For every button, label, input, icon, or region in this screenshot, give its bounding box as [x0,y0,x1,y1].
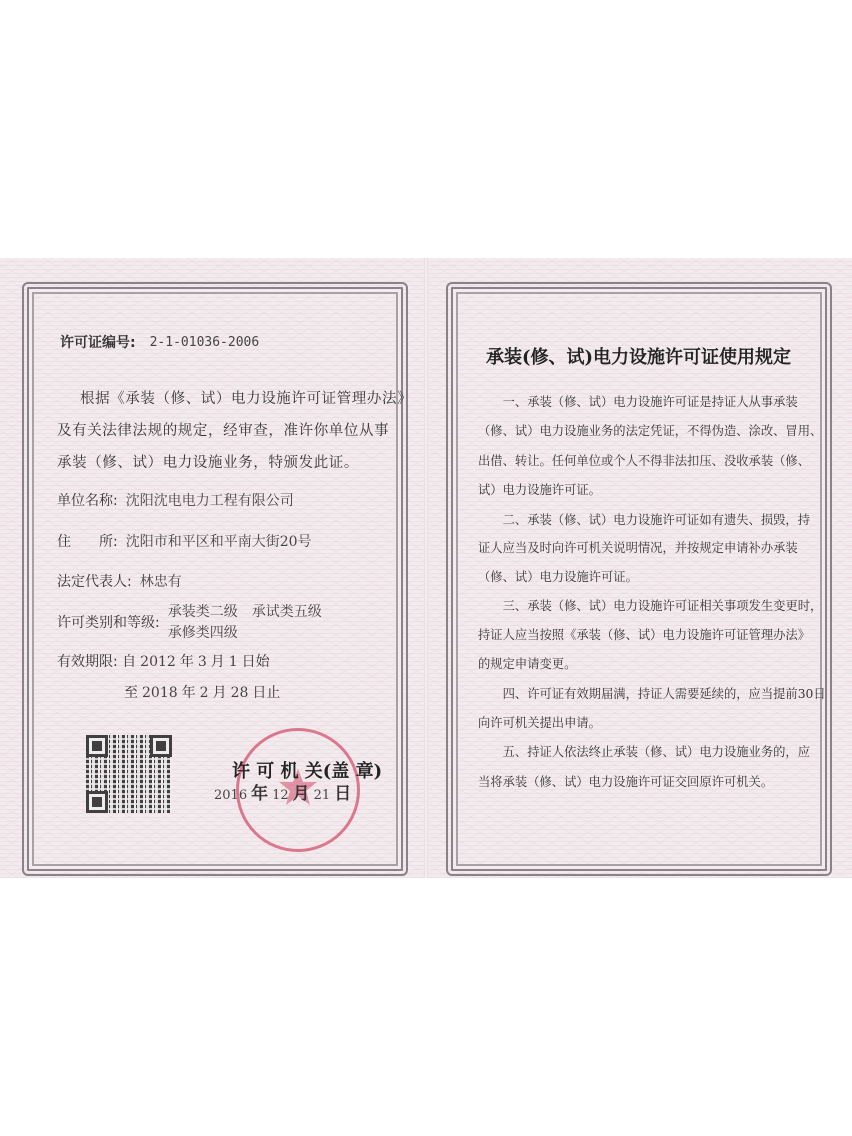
page-fold [424,258,428,878]
rules-line: 三、承装（修、试）电力设施许可证相关事项发生变更时， [478,599,823,613]
rules-line: 试）电力设施许可证。 [478,483,601,497]
rules-line: （修、试）电力设施许可证。 [478,570,638,584]
rules-line: 当将承装（修、试）电力设施许可证交回原许可机关。 [478,775,774,789]
intro-line: 承装（修、试）电力设施业务，特颁发此证。 [57,455,359,471]
issue-day: 21 [313,788,331,803]
company-row [57,492,294,510]
day-unit: 日始 [241,654,270,670]
rep-row [57,573,182,591]
license-no: 2-1-01036-2006 [149,335,260,350]
category: 承修类四级 [167,625,238,641]
category: 承装类二级 [167,604,238,620]
category-row [57,603,322,642]
issue-date-row [214,785,351,805]
year-unit: 年 [251,784,269,804]
from-month: 3 [197,654,207,670]
license-no-row [60,334,259,352]
month-unit: 月 [210,654,225,670]
issue-month: 12 [272,788,289,803]
from-day: 1 [228,654,238,670]
issuing-authority: 许 可 机 关(盖 章) [232,761,383,782]
address-label: 住 所: [57,534,118,550]
category: 承试类五级 [251,604,322,620]
to-label: 至 [124,685,138,701]
qr-code [86,735,172,813]
intro-line: 根据《承装（修、试）电力设施许可证管理办法》 [80,391,413,407]
issue-year: 2016 [214,788,248,803]
address-row [57,533,312,551]
company-label: 单位名称: [57,493,118,509]
rules-line: 五、持证人依法终止承装（修、试）电力设施业务的，应 [478,745,811,759]
address: 沈阳市和平区和平南大街20号 [125,534,312,550]
year-unit: 年 [179,654,194,670]
rules-line: 四、许可证有效期届满，持证人需要延续的，应当提前30日 [478,687,826,701]
rules-line: 出借、转让。任何单位或个人不得非法扣压、没收承装（修、 [478,454,811,468]
intro-line: 及有关法律法规的规定，经审查，准许你单位从事 [57,423,390,439]
category-label: 许可类别和等级: [57,614,160,631]
day-unit: 日止 [252,685,281,701]
rules-line: 一、承装（修、试）电力设施许可证是持证人从事承装 [478,395,798,409]
validity-label: 有效期限: 自 [57,654,137,670]
rep-label: 法定代表人: [57,574,132,590]
month-unit: 月 [292,784,310,804]
rules-line: 持证人应当按照《承装（修、试）电力设施许可证管理办法》 [478,628,811,642]
rules-line: 的规定申请变更。 [478,657,577,671]
month-unit: 月 [212,685,227,701]
validity-from-row [57,653,270,671]
rules-line: 向许可机关提出申请。 [478,716,601,730]
rules-line: 二、承装（修、试）电力设施许可证如有遗失、损毁，持 [478,513,811,527]
rules-title: 承装(修、试)电力设施许可证使用规定 [486,347,792,368]
to-day: 28 [230,685,249,701]
license-no-label: 许可证编号: [60,335,136,351]
to-year: 2018 [142,685,178,701]
validity-to-row [124,684,280,702]
category-list [168,603,322,642]
year-unit: 年 [181,685,196,701]
from-year: 2012 [140,654,176,670]
day-unit: 日 [334,784,352,804]
rules-line: （修、试）电力设施业务的法定凭证，不得伪造、涂改、冒用、 [478,424,823,438]
to-month: 2 [199,685,209,701]
legal-representative: 林忠有 [139,574,182,590]
company-name: 沈阳沈电电力工程有限公司 [125,493,294,509]
rules-line: 证人应当及时向许可机关说明情况，并按规定申请补办承装 [478,541,798,555]
